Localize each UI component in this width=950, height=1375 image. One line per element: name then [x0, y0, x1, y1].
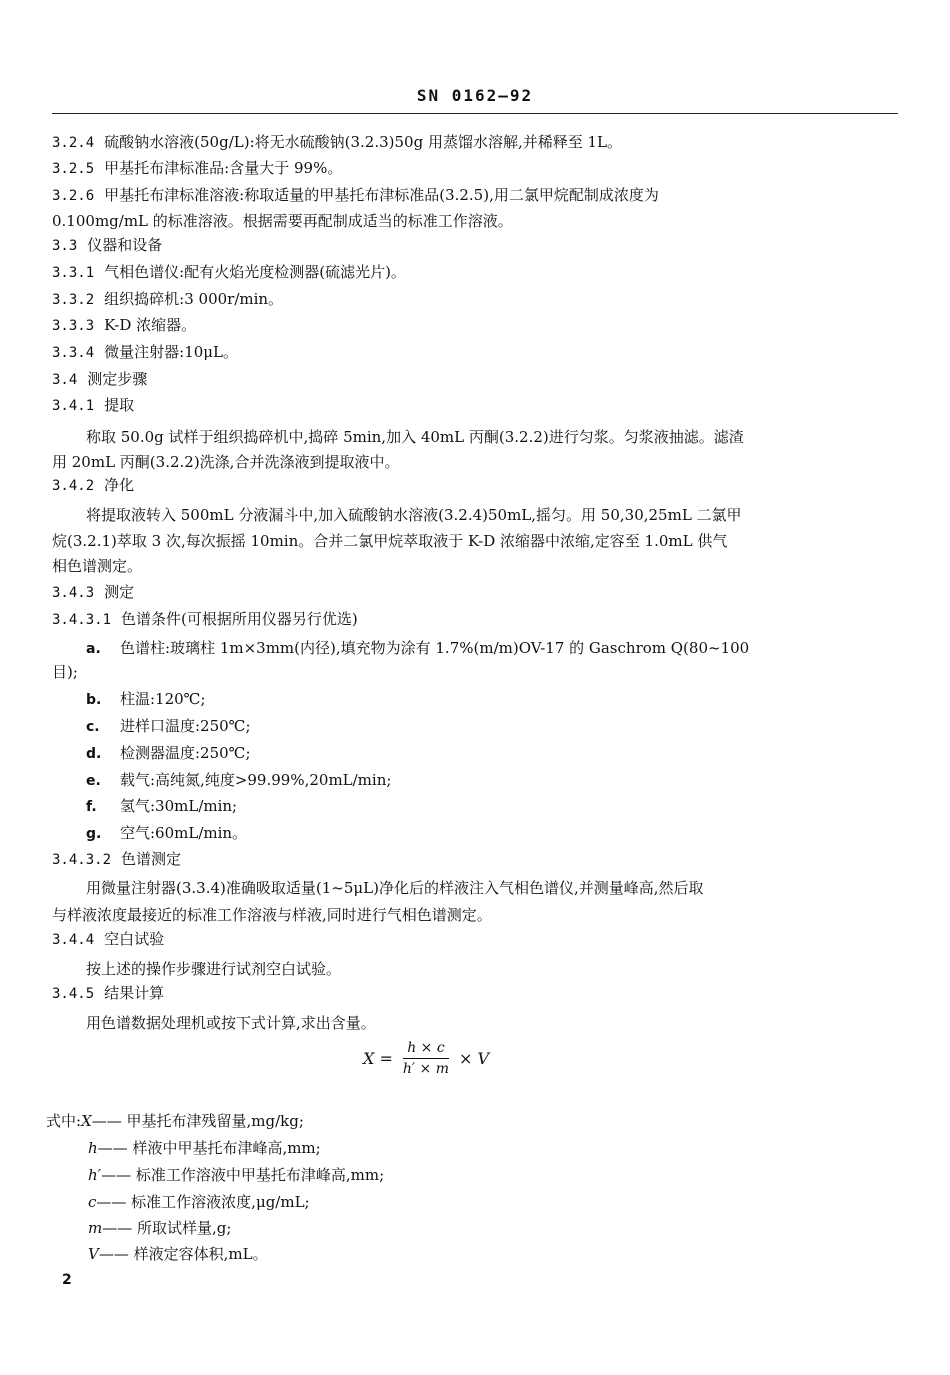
- cleanup-paragraph-line-3: 相色谱测定。: [52, 557, 143, 575]
- legend-text: —— 甲基托布津残留量,mg/kg;: [91, 1112, 304, 1130]
- condition-label: d.: [86, 746, 102, 762]
- clause-3-4-5: [52, 982, 164, 1005]
- legend-symbol: m: [88, 1219, 103, 1237]
- clause-text: 甲基托布津标准品:含量大于 99%。: [104, 159, 343, 177]
- condition-text: 柱温:120℃;: [120, 690, 206, 708]
- legend-row-x: [46, 1110, 304, 1132]
- clause-number: 3.4.3: [52, 585, 95, 601]
- condition-label: e.: [86, 773, 101, 789]
- condition-text: 氢气:30mL/min;: [120, 797, 238, 815]
- clause-3-4-3-1: [52, 608, 358, 631]
- legend-text: —— 标准工作溶液浓度,μg/mL;: [96, 1193, 310, 1211]
- gc-paragraph-line-2: 与样液浓度最接近的标准工作溶液与样液,同时进行气相色谱测定。: [52, 906, 492, 924]
- header-rule: [52, 113, 898, 114]
- clause-3-2-6: [52, 184, 659, 207]
- legend-row-c: [88, 1191, 310, 1213]
- clause-title: 色谱条件(可根据所用仪器另行优选): [121, 610, 358, 628]
- section-number: 3.3: [52, 238, 78, 254]
- clause-3-4-1: [52, 394, 134, 417]
- clause-text: 硫酸钠水溶液(50g/L):将无水硫酸钠(3.2.3)50g 用蒸馏水溶解,并稀释至 1L。: [104, 133, 622, 151]
- legend-row-h-prime: [88, 1164, 384, 1186]
- condition-f: [86, 795, 237, 818]
- standard-code-header: SN 0162—92: [416, 86, 534, 105]
- extraction-paragraph-line-2: 用 20mL 丙酮(3.2.2)洗涤,合并洗涤液到提取液中。: [52, 453, 400, 471]
- condition-label: a.: [86, 641, 101, 657]
- clause-3-4-4: [52, 928, 164, 951]
- clause-3-4-3-2: [52, 848, 181, 871]
- clause-3-2-5: [52, 157, 342, 180]
- section-title: 仪器和设备: [87, 236, 163, 254]
- legend-text: —— 所取试样量,g;: [102, 1219, 232, 1237]
- condition-text: 检测器温度:250℃;: [120, 744, 251, 762]
- formula-fraction: [399, 1040, 453, 1077]
- clause-number: 3.2.6: [52, 188, 95, 204]
- clause-3-2-6-continuation: 0.100mg/mL 的标准溶液。根据需要再配制成适当的标准工作溶液。: [52, 212, 513, 230]
- clause-number: 3.4.5: [52, 986, 95, 1002]
- condition-text: 色谱柱:玻璃柱 1m×3mm(内径),填充物为涂有 1.7%(m/m)OV-17 的 Gaschrom Q(80~100: [120, 639, 750, 657]
- legend-row-h: [88, 1137, 321, 1159]
- condition-d: [86, 742, 251, 765]
- extraction-paragraph-line-1: 称取 50.0g 试样于组织捣碎机中,捣碎 5min,加入 40mL 丙酮(3.2.2)进行匀浆。匀浆液抽滤。滤渣: [86, 428, 744, 446]
- legend-text: —— 样液中甲基托布津峰高,mm;: [97, 1139, 321, 1157]
- condition-text: 进样口温度:250℃;: [120, 717, 251, 735]
- cleanup-paragraph-line-2: 烷(3.2.1)萃取 3 次,每次振摇 10min。合并二氯甲烷萃取液于 K-D 浓缩器中浓缩,定容至 1.0mL 供气: [52, 532, 728, 550]
- legend-symbol: c: [88, 1193, 97, 1211]
- clause-text: 组织捣碎机:3 000r/min。: [104, 290, 284, 308]
- condition-label: b.: [86, 692, 102, 708]
- clause-number: 3.2.5: [52, 161, 95, 177]
- section-3-3: [52, 234, 162, 257]
- formula-numerator: h × c: [403, 1040, 449, 1059]
- condition-text: 空气:60mL/min。: [120, 824, 248, 842]
- legend-row-v: [88, 1243, 268, 1265]
- clause-number: 3.3.2: [52, 292, 95, 308]
- clause-3-3-1: [52, 261, 406, 284]
- section-title: 测定步骤: [87, 370, 148, 388]
- clause-number: 3.4.3.1: [52, 612, 112, 628]
- clause-3-4-2: [52, 474, 134, 497]
- formula-denominator: h′ × m: [402, 1061, 449, 1077]
- condition-b: [86, 688, 206, 711]
- clause-number: 3.4.3.2: [52, 852, 112, 868]
- condition-a-continuation: 目);: [52, 663, 78, 681]
- legend-symbol: h: [88, 1139, 98, 1157]
- formula-lhs: X =: [363, 1049, 393, 1068]
- clause-number: 3.4.1: [52, 398, 95, 414]
- clause-number: 3.2.4: [52, 135, 95, 151]
- clause-title: 提取: [104, 396, 135, 414]
- clause-text: 甲基托布津标准溶液:称取适量的甲基托布津标准品(3.2.5),用二氯甲烷配制成浓度为: [104, 186, 659, 204]
- legend-symbol: h′: [88, 1166, 102, 1184]
- clause-number: 3.4.2: [52, 478, 95, 494]
- clause-number: 3.3.1: [52, 265, 95, 281]
- condition-text: 载气:高纯氮,纯度>99.99%,20mL/min;: [120, 771, 392, 789]
- legend-intro: 式中:: [46, 1112, 82, 1130]
- section-number: 3.4: [52, 372, 78, 388]
- calc-paragraph: 用色谱数据处理机或按下式计算,求出含量。: [86, 1014, 376, 1032]
- clause-3-2-4: [52, 131, 622, 154]
- legend-row-m: [88, 1217, 231, 1239]
- condition-label: c.: [86, 719, 100, 735]
- formula-rhs: × V: [459, 1049, 490, 1068]
- clause-number: 3.3.4: [52, 345, 95, 361]
- page-number: 2: [62, 1272, 72, 1288]
- clause-number: 3.3.3: [52, 318, 95, 334]
- clause-number: 3.4.4: [52, 932, 95, 948]
- cleanup-paragraph-line-1: 将提取液转入 500mL 分液漏斗中,加入硫酸钠水溶液(3.2.4)50mL,摇匀。用 50,30,25mL 二氯甲: [86, 506, 742, 524]
- condition-label: g.: [86, 826, 102, 842]
- condition-c: [86, 715, 251, 738]
- clause-3-3-4: [52, 341, 238, 364]
- legend-text: —— 标准工作溶液中甲基托布津峰高,mm;: [101, 1166, 385, 1184]
- clause-title: 结果计算: [104, 984, 165, 1002]
- condition-g: [86, 822, 247, 845]
- clause-title: 净化: [104, 476, 135, 494]
- legend-text: —— 样液定容体积,mL。: [98, 1245, 268, 1263]
- gc-paragraph-line-1: 用微量注射器(3.3.4)准确吸取适量(1~5μL)净化后的样液注入气相色谱仪,并测量峰高,然后取: [86, 879, 704, 897]
- clause-3-3-3: [52, 314, 196, 337]
- blank-paragraph: 按上述的操作步骤进行试剂空白试验。: [86, 960, 342, 978]
- clause-3-4-3: [52, 581, 134, 604]
- clause-title: 色谱测定: [121, 850, 182, 868]
- clause-text: K-D 浓缩器。: [104, 316, 197, 334]
- result-formula: [363, 1040, 489, 1077]
- clause-title: 空白试验: [104, 930, 165, 948]
- legend-symbol: V: [88, 1245, 99, 1263]
- clause-3-3-2: [52, 288, 283, 311]
- clause-text: 气相色谱仪:配有火焰光度检测器(硫滤光片)。: [104, 263, 406, 281]
- clause-title: 测定: [104, 583, 135, 601]
- condition-e: [86, 769, 391, 792]
- condition-a: [86, 637, 749, 660]
- legend-symbol: X: [81, 1112, 92, 1130]
- clause-text: 微量注射器:10μL。: [104, 343, 239, 361]
- section-3-4: [52, 368, 147, 391]
- condition-label: f.: [86, 799, 97, 815]
